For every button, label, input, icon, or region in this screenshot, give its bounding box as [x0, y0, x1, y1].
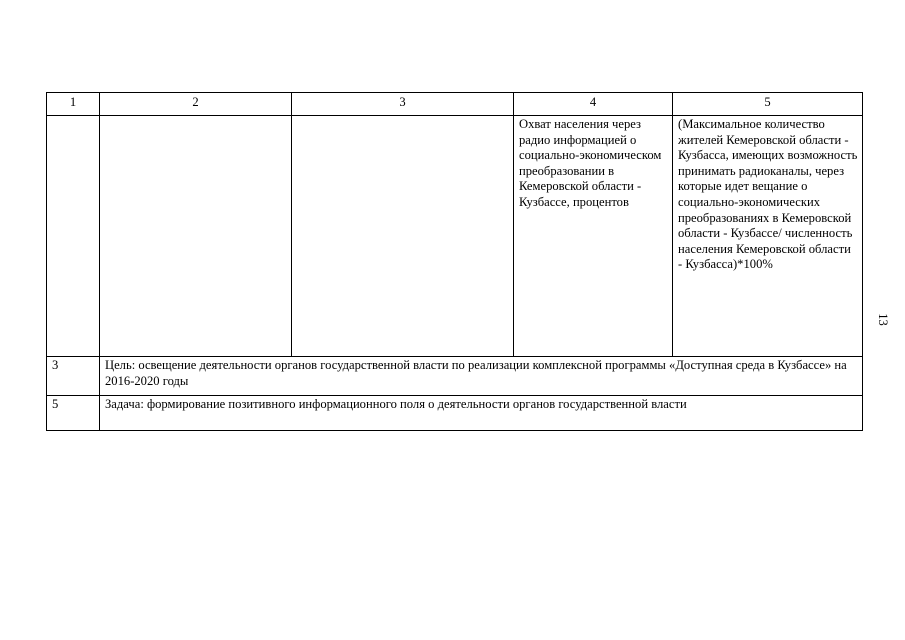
cell-indicator-name: Охват населения через радио информацией о социально-экономическом преобразовании в Кемеровской области - Кузбассе, процентов	[514, 116, 673, 357]
goal-text: Цель: освещение деятельности органов государственной власти по реализации комплексной программы «Доступная среда в Кузбассе» на 2016-2020 годы	[100, 357, 863, 396]
goal-row	[47, 357, 863, 396]
page-number: 13	[875, 313, 890, 326]
header-col-2: 2	[100, 93, 292, 116]
header-col-3: 3	[292, 93, 514, 116]
task-number: 5	[47, 396, 100, 431]
cell-event-name	[292, 116, 514, 357]
table-row	[47, 116, 863, 357]
table-header-row	[47, 93, 863, 116]
cell-indicator-formula: (Максимальное количество жителей Кемеровской области - Кузбасса, имеющих возможность принимать радиоканалы, через которые идет вещание о социально-экономических преобразованиях в Кемеровской области - Кузбассе/ численность населения Кемеровской области - Кузбасса)*100%	[673, 116, 863, 357]
cell-number	[47, 116, 100, 357]
cell-program-name	[100, 116, 292, 357]
indicator-table	[46, 92, 863, 431]
header-col-4: 4	[514, 93, 673, 116]
goal-number: 3	[47, 357, 100, 396]
task-row	[47, 396, 863, 431]
header-col-1: 1	[47, 93, 100, 116]
header-col-5: 5	[673, 93, 863, 116]
task-text: Задача: формирование позитивного информационного поля о деятельности органов государственной власти	[100, 396, 863, 431]
